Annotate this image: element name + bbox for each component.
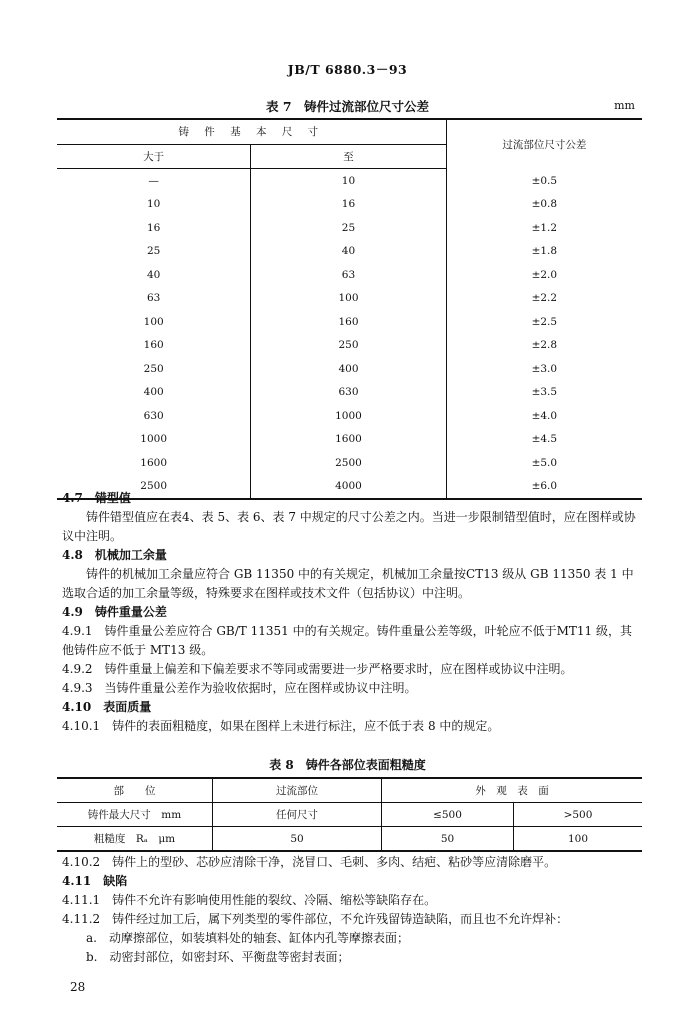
table7-to-header: 至 — [251, 144, 446, 169]
table-row — [57, 240, 642, 264]
table7-cell-tol: ±5.0 — [531, 456, 558, 469]
table8-caption: 表 8 铸件各部位表面粗糙度 — [269, 758, 426, 772]
table7-cell-to: 10 — [251, 169, 446, 193]
table7-cell-from: 40 — [57, 263, 251, 287]
body-text-1 — [62, 489, 642, 736]
table7-cell-to: 250 — [251, 334, 446, 358]
table7-cell-from: 1600 — [57, 451, 251, 475]
section-4-11-title: 4.11 缺陷 — [62, 874, 128, 888]
table8-roughness-a: 50 — [382, 827, 514, 852]
table-row — [57, 287, 642, 311]
table-row — [57, 381, 642, 405]
table7-cell-to: 1000 — [251, 404, 446, 428]
section-4-10-title: 4.10 表面质量 — [62, 700, 152, 714]
table8-part-header: 部 位 — [57, 778, 213, 803]
table8-size-b: >500 — [514, 803, 643, 827]
section-4-9-1: 4.9.1 铸件重量公差应符合 GB/T 11351 中的有关规定。铸件重量公差等级，叶轮应不低于MT11 级，其他铸件应不低于 MT13 级。 — [62, 624, 632, 657]
table7-cell-tol: ±2.2 — [531, 292, 558, 305]
table8-roughness-b: 100 — [514, 827, 643, 852]
table7-cell-tol: ±2.0 — [531, 268, 558, 281]
table-row — [57, 428, 642, 452]
table7-cell-to: 160 — [251, 310, 446, 334]
table7-cell-to: 630 — [251, 381, 446, 405]
table7-tol-header: 过流部位尺寸公差 — [446, 119, 642, 169]
section-4-11-2: 4.11.2 铸件经过加工后，属下列类型的零件部位，不允许残留铸造缺陷，而且也不允许焊补： — [62, 912, 569, 926]
table7-cell-from: 250 — [57, 357, 251, 381]
table7-cell-from: 400 — [57, 381, 251, 405]
table7-cell-from: 63 — [57, 287, 251, 311]
page-number: 28 — [70, 980, 86, 994]
table7-cell-from: 1000 — [57, 428, 251, 452]
section-4-10-2: 4.10.2 铸件上的型砂、芯砂应清除干净，浇冒口、毛刺、多肉、结疤、粘砂等应清除磨平。 — [62, 855, 557, 869]
table7-cell-tol: ±4.0 — [531, 409, 558, 422]
table7-cell-tol: ±4.5 — [531, 433, 558, 446]
table7-body — [57, 169, 642, 500]
table7-cell-from: 10 — [57, 193, 251, 217]
table8-size-label: 铸件最大尺寸 mm — [57, 803, 213, 827]
list-item-a: a. 动摩擦部位，如装填料处的轴套、缸体内孔等摩擦表面； — [86, 931, 409, 945]
table-row — [57, 263, 642, 287]
table7-unit: mm — [614, 99, 635, 112]
document-header: JB/T 6880.3－93 — [287, 62, 408, 77]
table7-cell-from: 630 — [57, 404, 251, 428]
table7-cell-tol: ±1.8 — [531, 245, 558, 258]
table7-cell-tol: ±3.0 — [531, 362, 558, 375]
section-4-7-body: 铸件错型值应在表4、表 5、表 6、表 7 中规定的尺寸公差之内。当进一步限制错型值时，应在图样或协议中注明。 — [62, 510, 636, 543]
table-row — [57, 193, 642, 217]
table7-cell-tol: ±2.8 — [531, 339, 558, 352]
table7-cell-to: 4000 — [251, 475, 446, 500]
section-4-9-2: 4.9.2 铸件重量上偏差和下偏差要求不等同或需要进一步严格要求时，应在图样或协议中注明。 — [62, 662, 573, 676]
table7-cell-to: 100 — [251, 287, 446, 311]
table8 — [57, 777, 642, 852]
table8-flow-header: 过流部位 — [213, 778, 382, 803]
table7-cell-to: 25 — [251, 216, 446, 240]
table8-roughness-label: 粗糙度 Rₐ μm — [57, 827, 213, 852]
table-row — [57, 357, 642, 381]
table8-roughness-flow: 50 — [213, 827, 382, 852]
table-row — [57, 451, 642, 475]
table7-cell-from: 25 — [57, 240, 251, 264]
table7-cell-from: — — [57, 169, 251, 193]
table8-size-flow: 任何尺寸 — [213, 803, 382, 827]
body-text-2 — [62, 853, 642, 967]
table7-cell-to: 400 — [251, 357, 446, 381]
table7-cell-tol: ±6.0 — [446, 475, 642, 500]
table7-cell-from: 2500 — [57, 475, 251, 500]
list-item-b: b. 动密封部位，如密封环、平衡盘等密封表面； — [86, 950, 350, 964]
section-4-8-title: 4.8 机械加工余量 — [62, 548, 167, 562]
section-4-10-1: 4.10.1 铸件的表面粗糙度，如果在图样上未进行标注，应不低于表 8 中的规定。 — [62, 719, 500, 733]
table7-cell-tol: ±0.5 — [531, 174, 558, 187]
section-4-8-body: 铸件的机械加工余量应符合 GB 11350 中的有关规定，机械加工余量按CT13 级从 GB 11350 表 1 中选取合适的加工余量等级，特殊要求在图样或技术文件（包括协议）中注明。 — [62, 567, 634, 600]
table7-cell-to: 40 — [251, 240, 446, 264]
section-4-11-1: 4.11.1 铸件不允许有影响使用性能的裂纹、冷隔、缩松等缺陷存在。 — [62, 893, 437, 907]
table7-cell-to: 63 — [251, 263, 446, 287]
table7-from-header: 大于 — [57, 144, 251, 169]
table7-cell-tol: ±0.8 — [531, 198, 558, 211]
table7-cell-tol: ±2.5 — [531, 315, 558, 328]
table-row — [57, 216, 642, 240]
table7 — [57, 118, 642, 500]
table8-outer-header: 外 观 表 面 — [382, 778, 643, 803]
table-row — [57, 169, 642, 193]
table7-cell-from: 16 — [57, 216, 251, 240]
table7-cell-from: 100 — [57, 310, 251, 334]
table7-cell-tol: ±3.5 — [531, 386, 558, 399]
section-4-7-title: 4.7 错型值 — [62, 491, 131, 505]
table7-cell-to: 2500 — [251, 451, 446, 475]
table8-size-a: ≤500 — [382, 803, 514, 827]
table7-cell-tol: ±1.2 — [531, 221, 558, 234]
table7-group-header: 铸 件 基 本 尺 寸 — [57, 119, 446, 144]
table7-cell-to: 16 — [251, 193, 446, 217]
table-row — [57, 404, 642, 428]
table7-cell-to: 1600 — [251, 428, 446, 452]
section-4-9-title: 4.9 铸件重量公差 — [62, 605, 167, 619]
table7-caption: 表 7 铸件过流部位尺寸公差 — [265, 99, 430, 114]
section-4-9-3: 4.9.3 当铸件重量公差作为验收依据时，应在图样或协议中注明。 — [62, 681, 417, 695]
table7-cell-from: 160 — [57, 334, 251, 358]
table-row — [57, 310, 642, 334]
table-row — [57, 334, 642, 358]
